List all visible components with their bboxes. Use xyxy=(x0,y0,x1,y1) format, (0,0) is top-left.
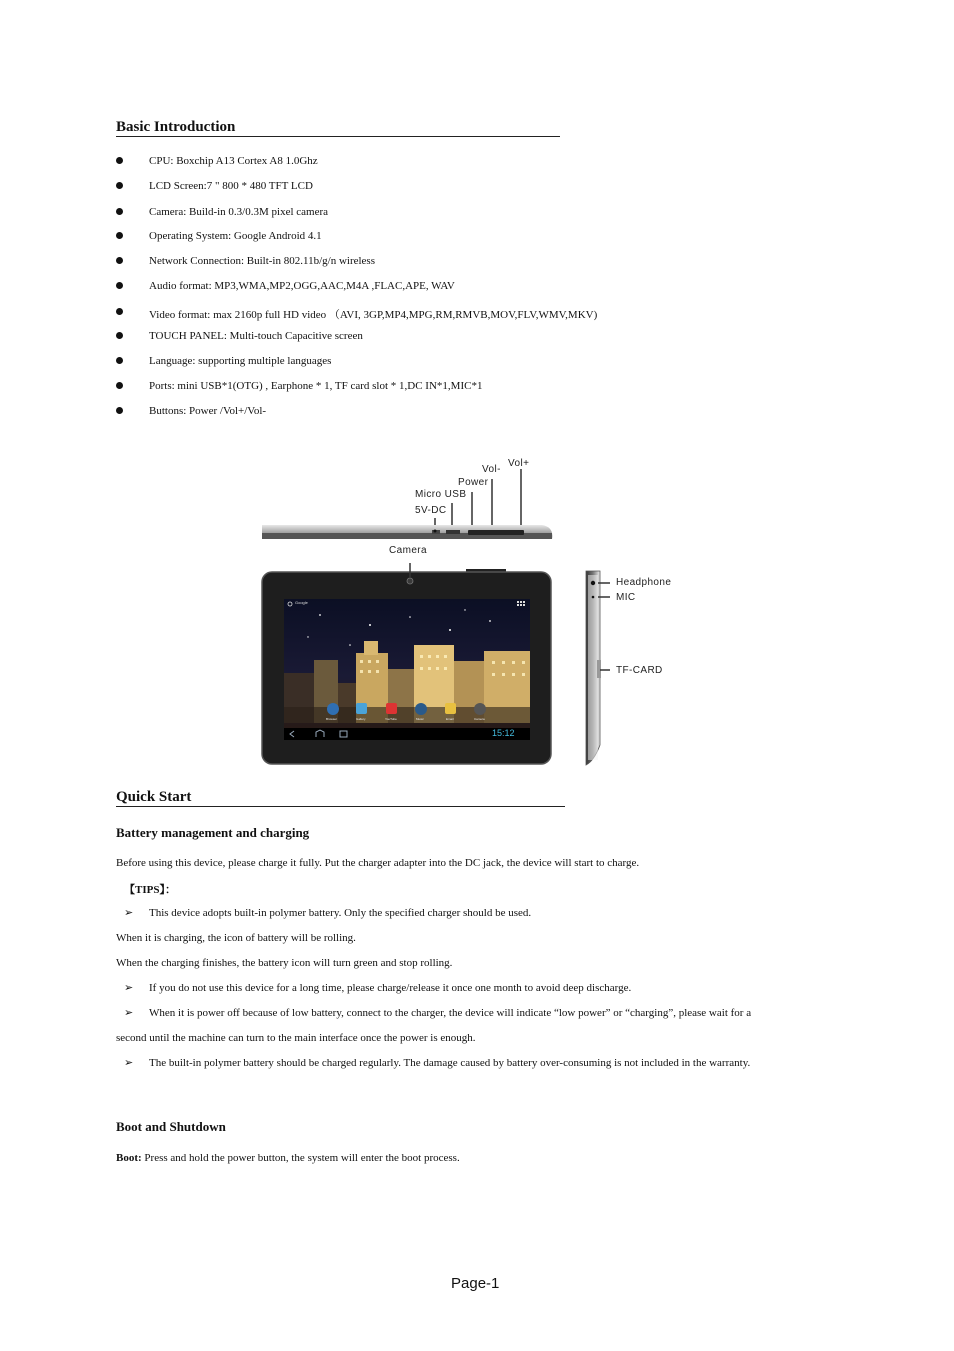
screen-clock: 15:12 xyxy=(492,728,515,738)
page-number: Page-1 xyxy=(451,1275,500,1292)
screen-search-label: Google xyxy=(295,600,308,605)
spec-item-language: Language: supporting multiple languages xyxy=(149,355,332,367)
label-vol-minus: Vol- xyxy=(482,464,501,475)
bullet-icon xyxy=(116,407,123,414)
boot-paragraph xyxy=(116,1152,460,1164)
label-headphone: Headphone xyxy=(616,577,672,588)
bullet-icon xyxy=(116,332,123,339)
tablet-illustration xyxy=(260,455,680,770)
section-title-rule xyxy=(116,806,565,807)
tip-3a: When it is power off because of low battery, connect to the charger, the device will indicate “low power” or “charging”, please wait for a xyxy=(149,1007,752,1019)
spec-item-touch: TOUCH PANEL: Multi-touch Capacitive screen xyxy=(149,330,363,342)
arrow-bullet-icon: ➢ xyxy=(124,1056,134,1069)
spec-item-os: Operating System: Google Android 4.1 xyxy=(149,230,322,242)
label-camera: Camera xyxy=(389,545,427,556)
dock-label-gallery: Gallery xyxy=(356,717,366,721)
bullet-icon xyxy=(116,208,123,215)
label-5v-dc: 5V-DC xyxy=(415,505,447,516)
label-micro-usb: Micro USB xyxy=(415,489,467,500)
dock-label-music: Music xyxy=(416,717,424,721)
arrow-bullet-icon: ➢ xyxy=(124,981,134,994)
spec-item-network: Network Connection: Built-in 802.11b/g/n wireless xyxy=(149,255,375,267)
bullet-icon xyxy=(116,308,123,315)
tip-1: This device adopts built-in polymer battery. Only the specified charger should be used. xyxy=(149,907,532,919)
bullet-icon xyxy=(116,182,123,189)
label-power: Power xyxy=(458,477,489,488)
tips-label: 【TIPS】： xyxy=(124,884,176,896)
spec-item-video: Video format: max 2160p full HD video （AVI, 3GP,MP4,MPG,RM,RMVB,MOV,FLV,WMV,MKV) xyxy=(149,309,598,321)
arrow-bullet-icon: ➢ xyxy=(124,1006,134,1019)
dock-label-browser: Browser xyxy=(326,717,338,721)
battery-intro: Before using this device, please charge it fully. Put the charger adapter into the DC jack, the device will start to charge. xyxy=(116,857,640,869)
label-tf-card: TF-CARD xyxy=(616,665,663,676)
section-title-quick-start: Quick Start xyxy=(116,789,192,805)
heading-battery: Battery management and charging xyxy=(116,825,310,840)
spec-item-buttons: Buttons: Power /Vol+/Vol- xyxy=(149,405,267,417)
spec-item-lcd: LCD Screen:7 " 800 * 480 TFT LCD xyxy=(149,180,313,192)
section-title-basic-introduction: Basic Introduction xyxy=(116,119,236,135)
spec-item-audio: Audio format: MP3,WMA,MP2,OGG,AAC,M4A ,FLAC,APE, WAV xyxy=(149,280,455,292)
camera-lens xyxy=(407,578,413,584)
bullet-icon xyxy=(116,282,123,289)
label-mic: MIC xyxy=(616,592,636,603)
dock-label-youtube: YouTube xyxy=(385,717,397,721)
device-figure xyxy=(260,455,680,770)
boot-label: Boot: xyxy=(116,1152,142,1164)
bullet-icon xyxy=(116,232,123,239)
dock-label-email: Email xyxy=(446,717,454,721)
arrow-bullet-icon: ➢ xyxy=(124,906,134,919)
section-title-rule xyxy=(116,136,560,137)
dock-label-camera: Camera xyxy=(474,717,485,721)
boot-text: Press and hold the power button, the system will enter the boot process. xyxy=(141,1152,460,1164)
heading-boot-shutdown: Boot and Shutdown xyxy=(116,1119,226,1134)
tip-3b: second until the machine can turn to the main interface once the power is enough. xyxy=(116,1032,476,1044)
tip-2: If you do not use this device for a long time, please charge/release it once one month to avoid deep discharge. xyxy=(149,982,632,994)
label-vol-plus: Vol+ xyxy=(508,458,530,469)
spec-item-ports: Ports: mini USB*1(OTG) , Earphone * 1, TF card slot * 1,DC IN*1,MIC*1 xyxy=(149,380,483,392)
finished-note: When the charging finishes, the battery icon will turn green and stop rolling. xyxy=(116,957,453,969)
bullet-icon xyxy=(116,357,123,364)
tip-4: The built-in polymer battery should be charged regularly. The damage caused by battery over-consuming is not included in the warranty. xyxy=(149,1057,751,1069)
spec-item-cpu: CPU: Boxchip A13 Cortex A8 1.0Ghz xyxy=(149,155,318,167)
spec-item-camera: Camera: Build-in 0.3/0.3M pixel camera xyxy=(149,206,329,218)
bullet-icon xyxy=(116,257,123,264)
bullet-icon xyxy=(116,382,123,389)
bullet-icon xyxy=(116,157,123,164)
charging-note: When it is charging, the icon of battery will be rolling. xyxy=(116,932,356,944)
